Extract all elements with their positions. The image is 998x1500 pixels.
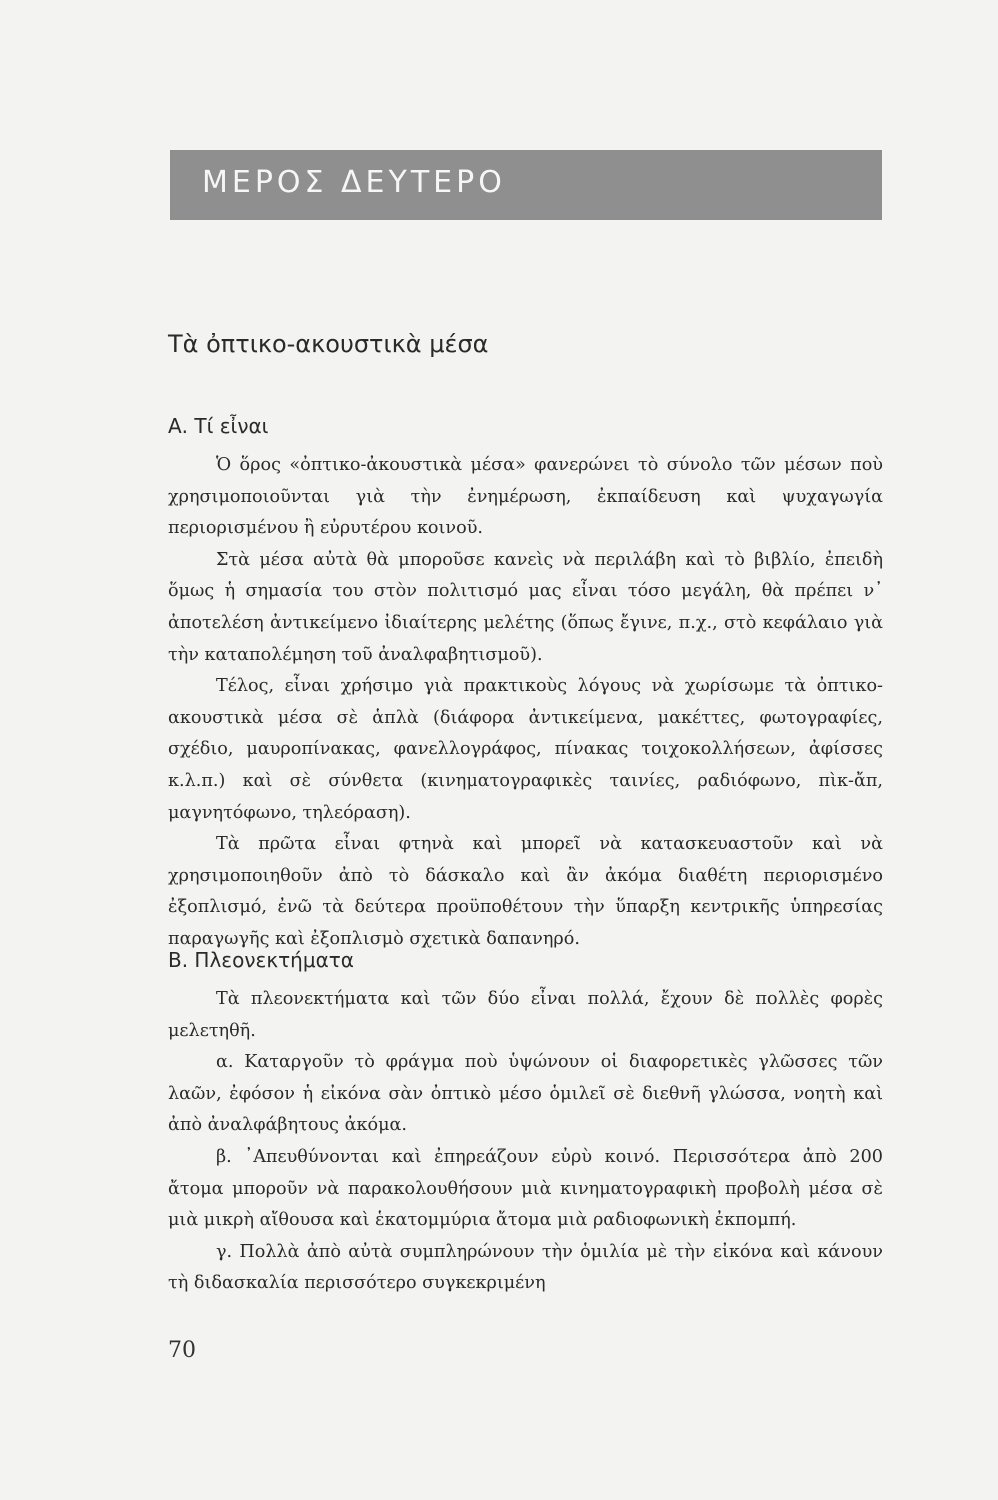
part-heading-banner: [170, 150, 882, 220]
part-heading: ΜΕΡΟΣ ΔΕΥΤΕΡΟ: [202, 165, 506, 200]
chapter-title: Τὰ ὀπτικο-ακουστικὰ μέσα: [168, 330, 489, 358]
paragraph: Τὰ πλεονεκτήματα καὶ τῶν δύο εἶναι πολλά, ἔχουν δὲ πολλὲς φορὲς μελετηθῆ.: [168, 989, 883, 1041]
paragraph: Τέλος, εἶναι χρήσιμο γιὰ πρακτικοὺς λόγους νὰ χωρίσωμε τὰ ὀπτικο-ακουστικὰ μέσα σὲ ἁπλὰ (διάφορα ἀντικείμενα, μακέττες, φωτογραφίες, σχέδιο, μαυροπίνακας, φανελλογράφος, πίνακας τοιχοκολλήσεων, ἀφίσσες κ.λ.π.) καὶ σὲ σύνθετα (κινηματογραφικὲς ταινίες, ραδιόφωνο, πὶκ-ἄπ, μαγνητόφωνο, τηλεόραση).: [168, 676, 883, 823]
paragraph: γ. Πολλὰ ἀπὸ αὐτὰ συμπληρώνουν τὴν ὁμιλία μὲ τὴν εἰκόνα καὶ κάνουν τὴ διδασκαλία περισσότερο συγκεκριμένη: [168, 1241, 883, 1294]
section-a-body: [168, 450, 883, 956]
paragraph: β. ᾿Απευθύνονται καὶ ἐπηρεάζουν εὐρὺ κοινό. Περισσότερα ἀπὸ 200 ἄτομα μποροῦν νὰ παρακολουθήσουν μιὰ κινηματογραφικὴ προβολὴ μέσα σὲ μιὰ μικρὴ αἴθουσα καὶ ἑκατομμύρια ἄτομα μιὰ ραδιοφωνικὴ ἐκπομπή.: [168, 1146, 883, 1231]
section-b-heading: Β. Πλεονεκτήματα: [168, 948, 354, 972]
paragraph: Ὁ ὅρος «ὀπτικο-ἀκουστικὰ μέσα» φανερώνει τὸ σύνολο τῶν μέσων ποὺ χρησιμοποιοῦνται γιὰ τὴν ἐνημέρωση, ἐκπαίδευση καὶ ψυχαγωγία περιορισμένου ἢ εὐρυτέρου κοινοῦ.: [168, 455, 883, 539]
section-a-heading: Α. Τί εἶναι: [168, 414, 269, 438]
paragraph: α. Καταργοῦν τὸ φράγμα ποὺ ὑψώνουν οἱ διαφορετικὲς γλῶσσες τῶν λαῶν, ἐφόσον ἡ εἰκόνα σὰν ὀπτικὸ μέσο ὁμιλεῖ σὲ διεθνῆ γλώσσα, νοητὴ καὶ ἀπὸ ἀναλφάβητους ἀκόμα.: [168, 1052, 883, 1136]
section-b-body: [168, 984, 883, 1300]
paragraph: Τὰ πρῶτα εἶναι φτηνὰ καὶ μπορεῖ νὰ κατασκευαστοῦν καὶ νὰ χρησιμοποιηθοῦν ἀπὸ τὸ δάσκαλο καὶ ἂν ἀκόμα διαθέτη περιορισμένο ἐξοπλισμό, ἐνῶ τὰ δεύτερα προϋποθέτουν τὴν ὕπαρξη κεντρικῆς ὑπηρεσίας παραγωγῆς καὶ ἐξοπλισμὸ σχετικὰ δαπανηρό.: [168, 834, 883, 949]
paragraph: Στὰ μέσα αὐτὰ θὰ μποροῦσε κανεὶς νὰ περιλάβη καὶ τὸ βιβλίο, ἐπειδὴ ὅμως ἡ σημασία του στὸν πολιτισμό μας εἶναι τόσο μεγάλη, θὰ πρέπει ν᾿ ἀποτελέση ἀντικείμενο ἰδιαίτερης μελέτης (ὅπως ἔγινε, π.χ., στὸ κεφάλαιο γιὰ τὴν καταπολέμηση τοῦ ἀναλφαβητισμοῦ).: [168, 549, 883, 665]
page-number: 70: [168, 1338, 196, 1363]
